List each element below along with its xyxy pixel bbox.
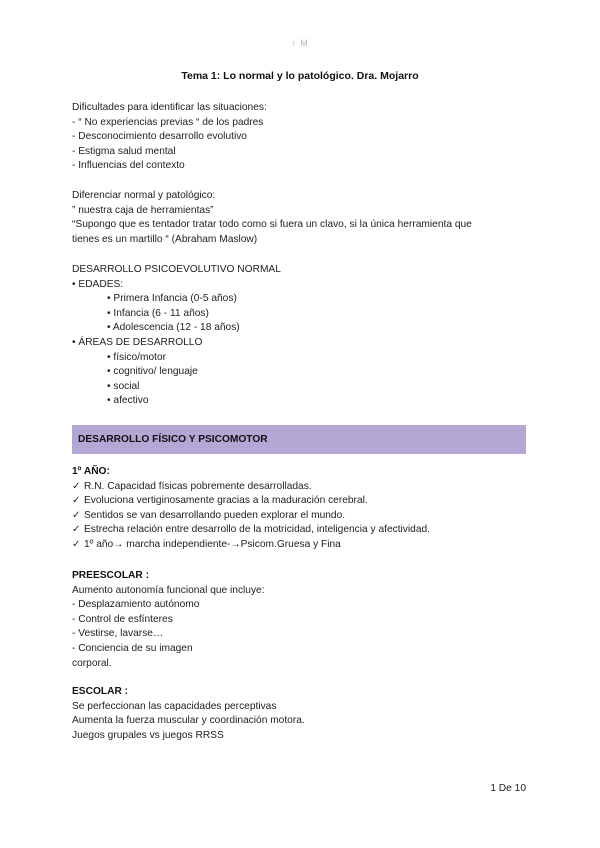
- quote-maslow-line1: “Supongo que es tentador tratar todo como si fuera un clavo, si la única herramienta que: [72, 219, 472, 231]
- desarrollo-section: [72, 263, 542, 409]
- list-item-text: Estrecha relación entre desarrollo de la motricidad, inteligencia y afectividad.: [84, 524, 430, 536]
- list-item: • social: [107, 380, 140, 392]
- check-icon: ✓: [72, 480, 81, 492]
- list-item: - Influencias del contexto: [72, 160, 185, 172]
- list-item: corporal.: [72, 657, 112, 669]
- diferenciar-heading: Diferenciar normal y patológico:: [72, 190, 216, 201]
- list-item: [72, 523, 542, 538]
- list-item: Se perfeccionan las capacidades perceptivas: [72, 700, 277, 712]
- check-icon: ✓: [72, 538, 81, 550]
- list-item: • cognitivo/ lenguaje: [107, 366, 198, 378]
- list-item: [72, 480, 542, 495]
- list-item: - “ No experiencias previas “ de los padres: [72, 116, 264, 128]
- list-item: [72, 538, 542, 553]
- list-item: Aumenta la fuerza muscular y coordinación motora.: [72, 715, 305, 727]
- header-watermark: ↑ M: [291, 38, 309, 48]
- list-item: - Desconocimiento desarrollo evolutivo: [72, 131, 247, 143]
- list-item-text: Sentidos se van desarrollando pueden explorar el mundo.: [84, 509, 346, 521]
- check-icon: ✓: [72, 495, 81, 507]
- list-item: • físico/motor: [107, 351, 167, 363]
- list-item: • Primera Infancia (0-5 años): [107, 293, 237, 305]
- page-title: Tema 1: Lo normal y lo patológico. Dra. Mojarro: [181, 70, 419, 82]
- quote-herramientas: ” nuestra caja de herramientas”: [72, 204, 214, 216]
- list-item: - Desplazamiento autónomo: [72, 599, 200, 611]
- list-item: [72, 494, 542, 509]
- list-item-text: R.N. Capacidad físicas pobremente desarrolladas.: [84, 480, 312, 492]
- escolar-section: [72, 685, 542, 743]
- list-item-text: 1º año→ marcha independiente-→Psicom.Gruesa y Fina: [84, 538, 341, 550]
- anio1-heading: 1º AÑO:: [72, 466, 110, 477]
- section-heading: DESARROLLO FÍSICO Y PSICOMOTOR: [78, 434, 268, 445]
- dificultades-section: [72, 101, 542, 174]
- list-item: • Infancia (6 - 11 años): [107, 307, 209, 319]
- quote-maslow-line2: tienes es un martillo “ (Abraham Maslow): [72, 233, 258, 245]
- check-icon: ✓: [72, 524, 81, 536]
- list-item: - Estigma salud mental: [72, 145, 176, 157]
- escolar-heading: ESCOLAR :: [72, 686, 129, 697]
- areas-label: • ÁREAS DE DESARROLLO: [72, 336, 203, 348]
- preescolar-section: [72, 569, 542, 671]
- list-item: • Adolescencia (12 - 18 años): [107, 322, 240, 334]
- anio1-section: [72, 465, 542, 553]
- desarrollo-heading: DESARROLLO PSICOEVOLUTIVO NORMAL: [72, 264, 281, 275]
- page-number: 1 De 10: [490, 783, 526, 794]
- list-item: [72, 509, 542, 524]
- list-item-text: Evoluciona vertiginosamente gracias a la maduración cerebral.: [84, 495, 368, 507]
- check-icon: ✓: [72, 509, 81, 521]
- list-item: - Conciencia de su imagen: [72, 642, 193, 654]
- diferenciar-section: [72, 189, 542, 247]
- preescolar-intro: Aumento autonomía funcional que incluye:: [72, 584, 265, 596]
- list-item: • afectivo: [107, 395, 149, 407]
- edades-label: • EDADES:: [72, 278, 124, 290]
- preescolar-heading: PREESCOLAR :: [72, 570, 149, 581]
- list-item: Juegos grupales vs juegos RRSS: [72, 729, 224, 741]
- list-item: - Vestirse, lavarse…: [72, 628, 164, 640]
- list-item: - Control de esfínteres: [72, 613, 173, 625]
- section-heading-band: [72, 425, 526, 454]
- dificultades-heading: Dificultades para identificar las situaciones:: [72, 102, 267, 113]
